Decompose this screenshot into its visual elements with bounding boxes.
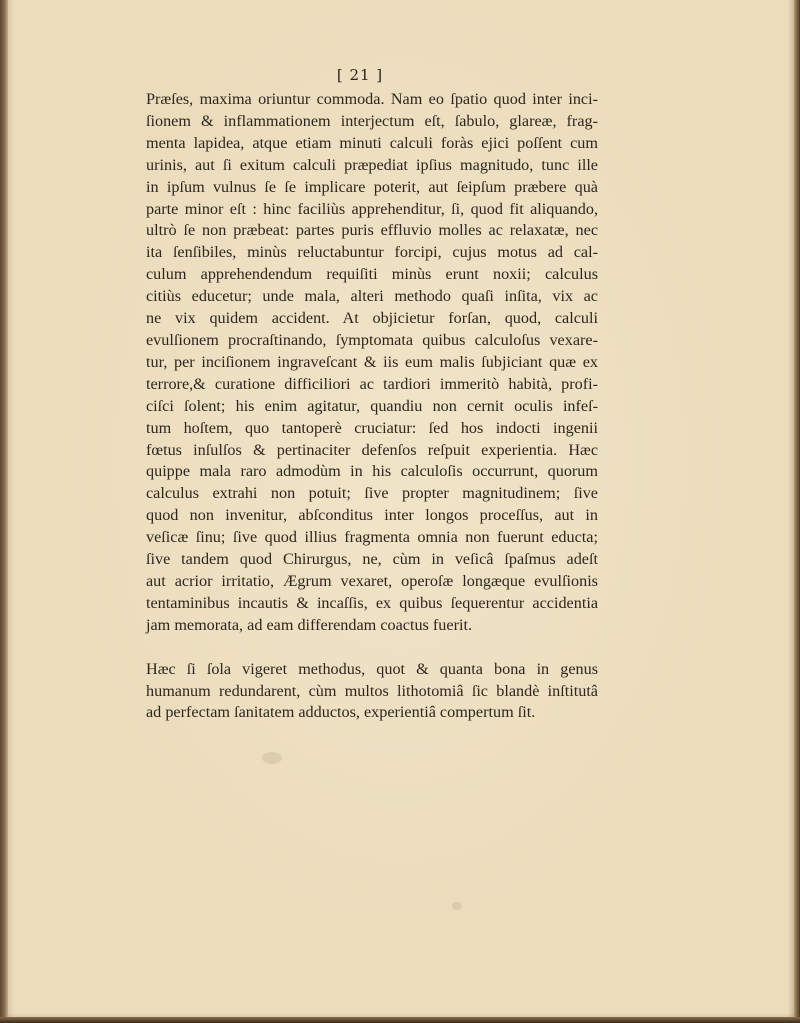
text-line: menta lapidea, atque etiam minuti calculi foràs ejici poſſent cum [146, 133, 598, 152]
text-line: veſicæ ſinu; ſive quod illius fragmenta omnia non fuerunt educta; [146, 528, 598, 547]
text-line: ne vix quidem accident. At objicietur forſan, quod, calculi [146, 309, 598, 328]
paper-stain [452, 902, 462, 910]
text-line: humanum redundarent, cùm multos lithotomiâ ſic blandè inſtitutâ [146, 681, 598, 700]
text-line: in ipſum vulnus ſe ſe implicare poterit, aut ſeipſum præbere quà [146, 177, 598, 196]
text-line: tur, per inciſionem ingraveſcant & iis eum malis ſubjiciant quæ ex [146, 352, 598, 371]
text-line: fœtus inſulſos & pertinaciter defenſos reſpuit experientia. Hæc [146, 440, 598, 459]
text-line: urinis, aut ſi exitum calculi præpediat ipſius magnitudo, tunc ille [146, 155, 598, 174]
text-line: jam memorata, ad eam differendam coactus fuerit. [146, 615, 473, 634]
text-line: Hæc ſi ſola vigeret methodus, quot & quanta bona in genus [146, 659, 598, 678]
text-line: ultrò ſe non præbeat: partes puris effluvio molles ac relaxatæ, nec [146, 221, 598, 240]
text-line: evulſionem procraſtinando, ſymptomata quibus calculoſus vexare- [146, 330, 598, 349]
text-line: citiùs educetur; unde mala, alteri methodo quaſi inſita, vix ac [146, 287, 598, 306]
text-line: culum apprehendendum requiſiti minùs erunt noxii; calculus [146, 265, 598, 284]
text-line: ciſci ſolent; his enim agitatur, quandiu non cernit oculis infeſ- [146, 396, 598, 415]
text-line: ſive tandem quod Chirurgus, ne, cùm in veſicâ ſpaſmus adeſt [146, 550, 598, 569]
text-line: ſionem & inflammationem interjectum eſt, ſabulo, glareæ, frag- [146, 111, 598, 130]
text-line: ad perfectam ſanitatem adductos, experientiâ compertum ſit. [146, 703, 536, 722]
text-line: quippe mala raro admodùm in his calculoſis occurrunt, quorum [146, 462, 598, 481]
page-edge-bottom [0, 1017, 800, 1023]
text-line: calculus extrahi non potuit; ſive propter magnitudinem; ſive [146, 484, 598, 503]
paper-stain [262, 752, 282, 764]
text-line: aut acrior irritatio, Ægrum vexaret, operoſæ longæque evulſionis [146, 571, 598, 590]
text-line: parte minor eſt : hinc faciliùs apprehenditur, ſi, quod fit aliquando, [146, 199, 598, 218]
text-line: quod non invenitur, abſconditus inter longos proceſſus, aut in [146, 506, 598, 525]
book-spine [0, 0, 8, 1023]
text-line: tentaminibus incautis & incaſſis, ex quibus ſequerentur accidentia [146, 593, 598, 612]
page-number: [ 21 ] [336, 66, 384, 84]
paragraph [146, 89, 598, 637]
text-line: tum hoſtem, quo tantoperè cruciatur: ſed hos indocti ingenii [146, 418, 598, 437]
page-edge-right [794, 0, 800, 1023]
text-line: terrore,& curatione difficiliori ac tardiori immeritò habità, profi- [146, 374, 598, 393]
text-line: ita ſenſibiles, minùs reluctabuntur forcipi, cujus motus ad cal- [146, 243, 598, 262]
body-text [146, 89, 598, 724]
text-line: Præſes, maxima oriuntur commoda. Nam eo ſpatio quod inter inci- [146, 90, 598, 108]
paragraph-gap [146, 637, 598, 659]
paragraph [146, 659, 598, 725]
